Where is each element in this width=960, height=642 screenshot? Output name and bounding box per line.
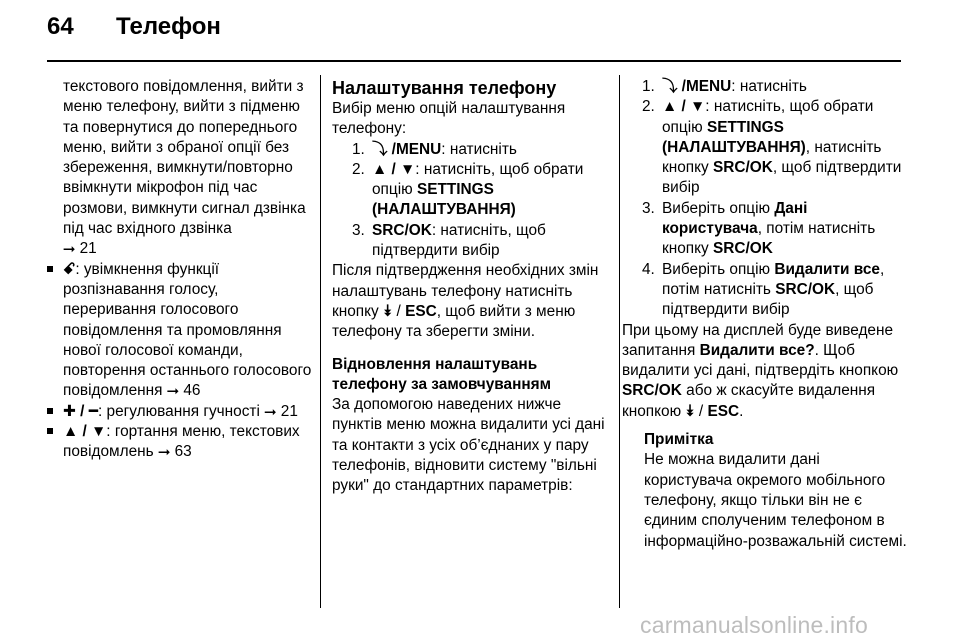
section-heading: Налаштування телефону (332, 78, 557, 98)
voice-icon: ꗃ (63, 260, 76, 278)
step-2: 2. ▲ / ▼: натисніть, щоб обрати опцію SETTINGS (НАЛАШТУВАННЯ) (352, 160, 584, 219)
confirm-text: При цьому на дисплей буде виведене запитання Видалити все?. Щоб видалити усі дані, підтвердіть кнопкою SRC/OK або ж скасуйте видалення кнопкою ⯯ / ESC. (622, 321, 907, 422)
page-title: Телефон (116, 13, 221, 40)
page-ref[interactable]: 21 (280, 402, 298, 420)
after-text: Після підтвердження необхідних змін налаштувань телефону натисніть кнопку ⯯ / ESC, щоб вийти з меню телефону та зберегти зміни. (332, 262, 599, 341)
up-down-icon: ▲ / ▼ (372, 160, 416, 178)
column-3 (622, 63, 907, 552)
up-down-icon: ▲ / ▼ (662, 98, 706, 116)
header-rule (47, 60, 901, 62)
step-2: 2. ▲ / ▼: натисніть, щоб обрати опцію SETTINGS (НАЛАШТУВАННЯ), натисніть кнопку SRC/OK, щоб підтвердити вибір (642, 98, 902, 197)
list-item: ▲ / ▼: гортання меню, текстових повідомлень ⭢ 63 (47, 422, 315, 463)
back-icon: ⯯ (685, 402, 695, 420)
up-down-icon: ▲ / ▼ (63, 423, 107, 441)
step-4: 4. Виберіть опцію Видалити все, потім натисніть SRC/OK, щоб підтвердити вибір (642, 260, 885, 319)
continued-text: текстового повідомлення, вийти з меню телефону, вийти з підменю та повернутися до попереднього меню, вийти з обраної опції без збереження, вимкнути/повторно ввімкнути мікрофон під час розмови, вимкнути сигнал дзвінка під час вхідного дзвінка ⭢ 21 (47, 77, 315, 260)
bullet-icon (47, 428, 53, 434)
subtext: За допомогою наведених нижче пунктів меню можна видалити усі дані та контакти з усіх об’єднаних у пару телефонів, відновити систему "вільні руки" до стандартних параметрів: (332, 396, 605, 495)
column-1 (47, 63, 315, 463)
step-1: 1. ⤵ /MENU: натисніть (622, 77, 907, 97)
step-1: 1. ⤵ /MENU: натисніть (332, 140, 607, 160)
page-ref[interactable]: 63 (174, 443, 192, 461)
column-divider (320, 75, 321, 608)
note-text: Не можна видалити дані користувача окремого мобільного телефону, якщо тільки він не є єдиним сполученим телефоном в інформаційно-розважальній системі. (644, 451, 907, 550)
bullet-icon (47, 266, 53, 272)
watermark: carmanualsonline.info (640, 612, 868, 638)
note-box (622, 430, 907, 552)
page-ref[interactable]: 46 (183, 382, 201, 400)
page-ref[interactable]: 21 (79, 240, 97, 258)
bullet-icon (47, 408, 53, 414)
step-3: 3. Виберіть опцію Дані користувача, потім натисніть кнопку SRC/OK (642, 199, 876, 258)
list-item: ✚ / ━: регулювання гучності ⭢ 21 (47, 402, 315, 422)
plus-minus-icon: ✚ / ━ (63, 402, 98, 420)
cross-reference-icon: ⭢ (157, 443, 171, 461)
cross-reference-icon: ⭢ (63, 240, 76, 258)
column-2 (332, 63, 607, 497)
phone-hangup-icon: ⤵ / (372, 140, 396, 158)
column-divider (619, 75, 620, 608)
intro-text: Вибір меню опцій налаштування телефону: (332, 100, 566, 138)
list-item: ꗃ: увімкнення функції розпізнавання голосу, переривання голосового повідомлення та промовляння нової голосової команди, повторення останнього голосового повідомлення ⭢ 46 (47, 260, 315, 402)
cross-reference-icon: ⭢ (264, 402, 277, 420)
step-3: 3. SRC/OK: натисніть, щоб підтвердити вибір (352, 221, 546, 260)
subheading: Відновлення налаштувань телефону за замовчуванням (332, 355, 552, 393)
page-number: 64 (47, 13, 74, 40)
page-header (0, 0, 960, 64)
cross-reference-icon: ⭢ (166, 382, 180, 400)
phone-hangup-icon: ⤵ / (662, 78, 686, 95)
note-title: Примітка (644, 431, 714, 449)
back-icon: ⯯ (383, 302, 393, 320)
